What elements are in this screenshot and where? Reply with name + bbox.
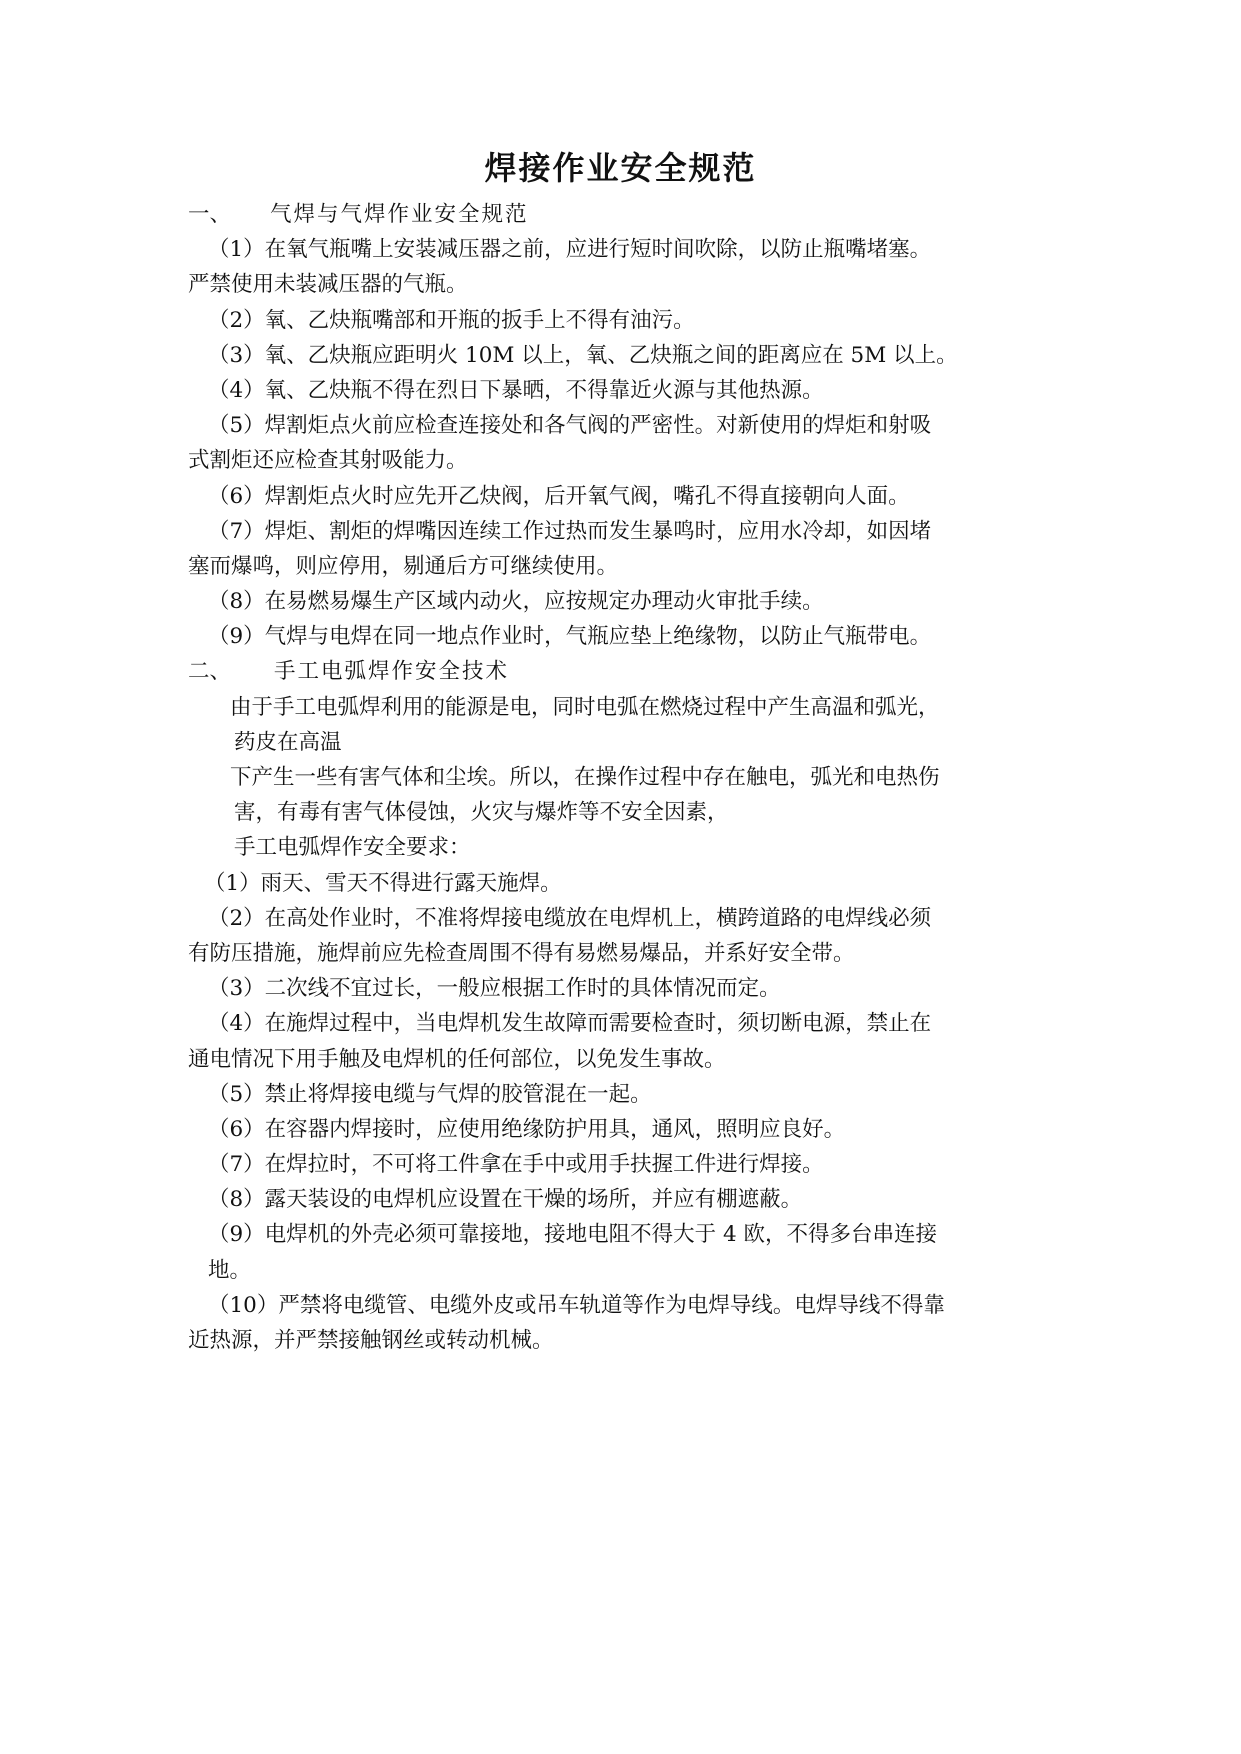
section-1-line: （2）氧、乙炔瓶嘴部和开瓶的扳手上不得有油污。 bbox=[208, 307, 695, 333]
section-2-line: （4）在施焊过程中，当电焊机发生故障而需要检查时，须切断电源，禁止在 bbox=[208, 1011, 932, 1037]
section-2-line: （10）严禁将电缆管、电缆外皮或吊车轨道等作为电焊导线。电焊导线不得靠 bbox=[208, 1292, 945, 1318]
section-1-line: （6）焊割炬点火时应先开乙炔阀，后开氧气阀，嘴孔不得直接朝向人面。 bbox=[208, 483, 910, 509]
section-1-line: （1）在氧气瓶嘴上安装减压器之前，应进行短时间吹除，以防止瓶嘴堵塞。 bbox=[208, 237, 932, 263]
section-2-line: （6）在容器内焊接时，应使用绝缘防护用具，通风，照明应良好。 bbox=[208, 1116, 846, 1142]
document-body bbox=[188, 197, 1048, 1358]
section-1-heading bbox=[188, 197, 1048, 232]
section-1-line: 严禁使用未装减压器的气瓶。 bbox=[188, 272, 468, 298]
section-2-intro-line: 害，有毒有害气体侵蚀，火灾与爆炸等不安全因素， bbox=[234, 800, 729, 826]
section-2-intro-line: 手工电弧焊作安全要求： bbox=[234, 835, 471, 861]
section-2-line: （9）电焊机的外壳必须可靠接地，接地电阻不得大于 4 欧，不得多台串连接 bbox=[208, 1222, 938, 1248]
section-2-line: （1）雨天、雪天不得进行露天施焊。 bbox=[204, 870, 562, 896]
section-1-line: （9）气焊与电焊在同一地点作业时，气瓶应垫上绝缘物，以防止气瓶带电。 bbox=[208, 624, 932, 650]
section-1-line: （3）氧、乙炔瓶应距明火 10M 以上，氧、乙炔瓶之间的距离应在 5M 以上。 bbox=[208, 342, 958, 368]
section-1-line: （8）在易燃易爆生产区域内动火，应按规定办理动火审批手续。 bbox=[208, 589, 824, 615]
section-2-heading bbox=[188, 654, 1048, 689]
section-1-line: （4）氧、乙炔瓶不得在烈日下暴晒，不得靠近火源与其他热源。 bbox=[208, 377, 824, 403]
section-2-line: 地。 bbox=[208, 1257, 252, 1283]
section-2-intro-line: 下产生一些有害气体和尘埃。所以，在操作过程中存在触电，弧光和电热伤 bbox=[230, 765, 940, 790]
section-1-line: 式割炬还应检查其射吸能力。 bbox=[188, 448, 468, 474]
section-2-line: （2）在高处作业时，不准将焊接电缆放在电焊机上，横跨道路的电焊线必须 bbox=[208, 905, 932, 931]
section-2-intro-line: 由于手工电弧焊利用的能源是电，同时电弧在燃烧过程中产生高温和弧光， bbox=[230, 694, 940, 720]
section-2-intro-line: 药皮在高温 bbox=[234, 729, 342, 755]
document-title: 焊接作业安全规范 bbox=[484, 149, 757, 187]
section-2-line: 通电情况下用手触及电焊机的任何部位，以免发生事故。 bbox=[188, 1046, 726, 1072]
section-2-title: 手工电弧焊作安全技术 bbox=[274, 659, 510, 685]
section-1-line: （5）焊割炬点火前应检查连接处和各气阀的严密性。对新使用的焊炬和射吸 bbox=[208, 413, 932, 439]
section-2-line: （7）在焊拉时，不可将工件拿在手中或用手扶握工件进行焊接。 bbox=[208, 1152, 824, 1178]
section-2-number: 二、 bbox=[188, 659, 232, 685]
section-2-line: 有防压措施，施焊前应先检查周围不得有易燃易爆品，并系好安全带。 bbox=[188, 940, 855, 966]
section-1-line: 塞而爆鸣，则应停用，剔通后方可继续使用。 bbox=[188, 553, 619, 579]
section-2-line: （5）禁止将焊接电缆与气焊的胶管混在一起。 bbox=[208, 1081, 652, 1107]
section-1-title: 气焊与气焊作业安全规范 bbox=[270, 202, 529, 227]
section-2-line: 近热源，并严禁接触钢丝或转动机械。 bbox=[188, 1328, 554, 1353]
section-1-number: 一、 bbox=[188, 202, 232, 227]
section-1-line: （7）焊炬、割炬的焊嘴因连续工作过热而发生暴鸣时，应用水冷却，如因堵 bbox=[208, 518, 932, 544]
section-2-line: （3）二次线不宜过长，一般应根据工作时的具体情况而定。 bbox=[208, 976, 781, 1002]
section-2-line: （8）露天装设的电焊机应设置在干燥的场所，并应有棚遮蔽。 bbox=[208, 1187, 803, 1213]
